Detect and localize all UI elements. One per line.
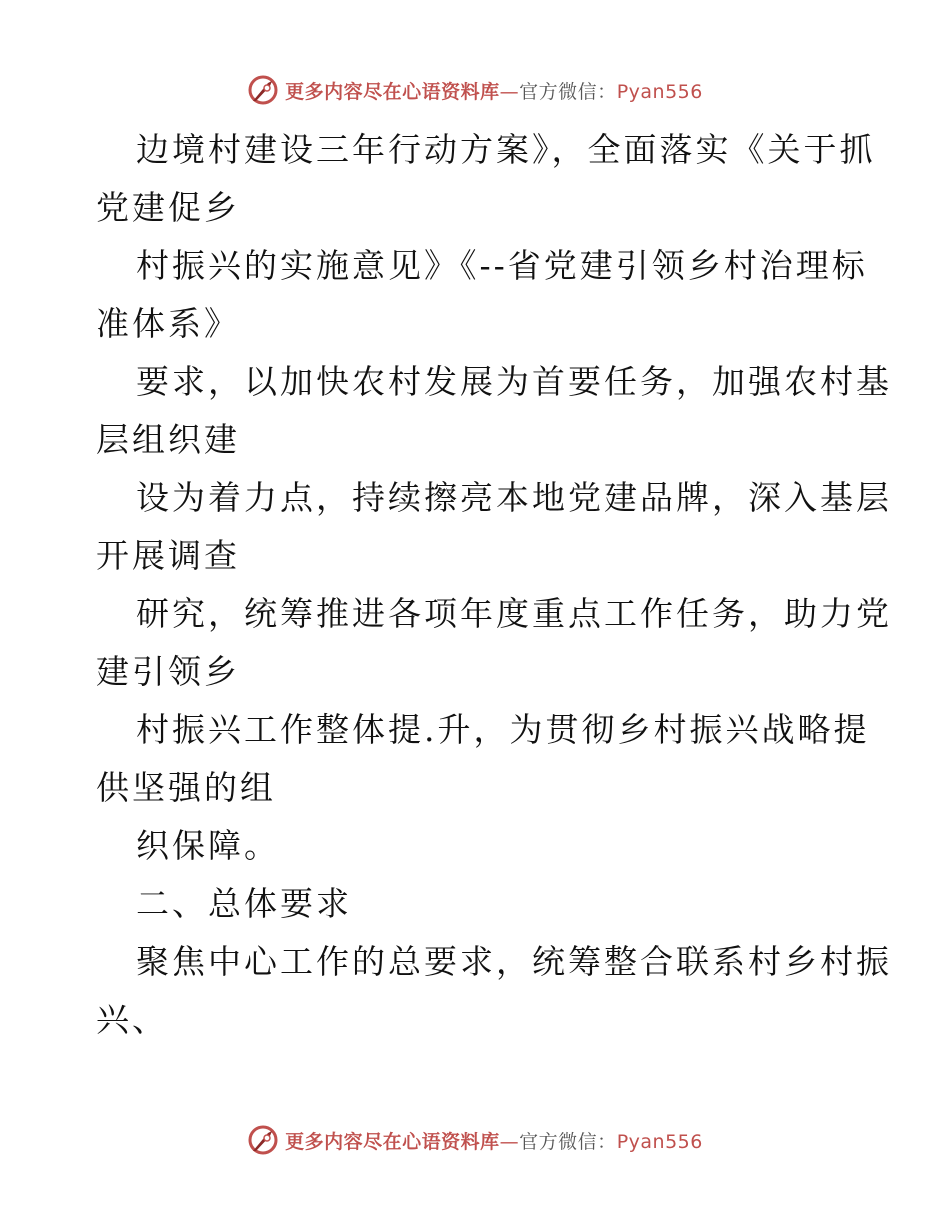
footer-banner-text [285, 1127, 703, 1154]
body-line: 村振兴工作整体提.升，为贯彻乡村振兴战略提 [136, 710, 870, 749]
header-banner [0, 70, 950, 110]
body-line: 开展调查 [96, 536, 240, 575]
body-line: 供坚强的组 [96, 768, 276, 807]
body-line: 建引领乡 [96, 652, 240, 691]
body-line: 研究，统筹推进各项年度重点工作任务，助力党 [136, 594, 892, 633]
body-line: 边境村建设三年行动方案》，全面落实《关于抓 [136, 130, 876, 169]
document-body [96, 121, 892, 1049]
footer-wechat-id: Pyan556 [616, 1130, 703, 1153]
body-line: 准体系》 [96, 304, 240, 343]
section-heading: 二、总体要求 [136, 884, 352, 923]
body-line: 层组织建 [96, 420, 240, 459]
quill-pen-circle-logo-icon [247, 1124, 279, 1156]
body-line: 聚焦中心工作的总要求，统筹整合联系村乡村振 [136, 942, 892, 981]
body-line: 兴、 [96, 1000, 168, 1039]
quill-pen-circle-logo-icon [247, 74, 279, 106]
header-wechat-label: 官方微信： [519, 80, 617, 103]
footer-banner [0, 1120, 950, 1160]
body-line: 要求，以加快农村发展为首要任务，加强农村基 [136, 362, 892, 401]
header-banner-main: 更多内容尽在心语资料库 [285, 80, 500, 103]
body-line: 织保障。 [136, 826, 280, 865]
body-line: 党建促乡 [96, 188, 240, 227]
header-wechat-id: Pyan556 [616, 80, 703, 103]
body-line: 设为着力点，持续擦亮本地党建品牌，深入基层 [136, 478, 892, 517]
header-banner-separator: — [499, 80, 520, 103]
body-line: 村振兴的实施意见》《--省党建引领乡村治理标 [136, 246, 868, 285]
footer-wechat-label: 官方微信： [519, 1130, 617, 1153]
footer-banner-separator: — [499, 1130, 520, 1153]
footer-banner-main: 更多内容尽在心语资料库 [285, 1130, 500, 1153]
header-banner-text [285, 77, 703, 104]
